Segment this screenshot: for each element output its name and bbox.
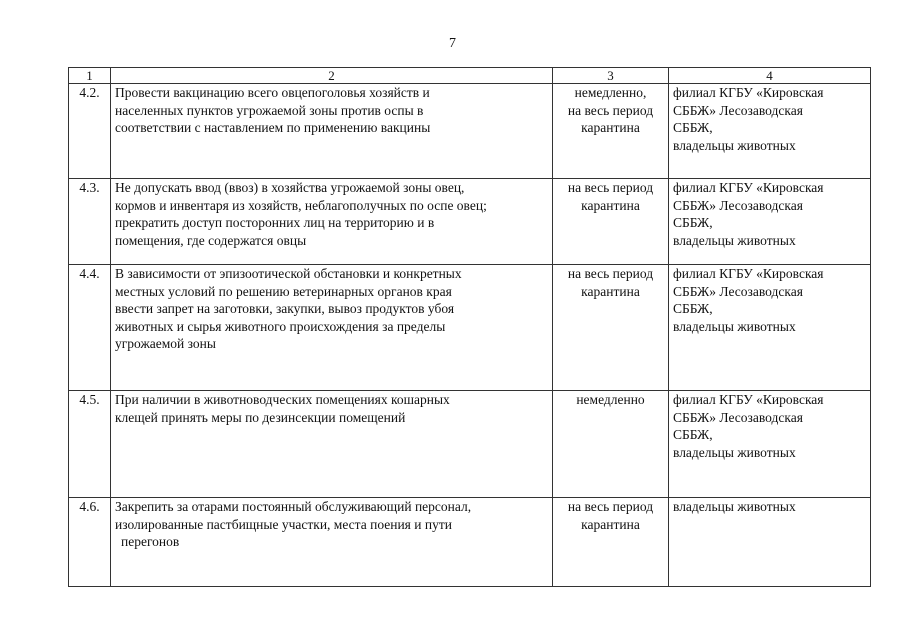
row-number: 4.5. [69, 391, 111, 498]
responsible-cell [669, 265, 871, 391]
text-line: изолированные пастбищные участки, места поения и пути [115, 516, 452, 532]
responsible-line: владельцы животных [673, 137, 796, 153]
measure-text [111, 498, 553, 587]
period-cell [553, 179, 669, 265]
column-header: 4 [669, 68, 871, 84]
period-cell [553, 265, 669, 391]
table-header-row [69, 68, 871, 84]
text-line: Не допускать ввод (ввоз) в хозяйства угрожаемой зоны овец, [115, 180, 465, 195]
responsible-line: владельцы животных [673, 318, 796, 334]
text-line: помещения, где содержатся овцы [115, 232, 307, 248]
period-cell [553, 498, 669, 587]
text-line: прекратить доступ посторонних лиц на территорию и в [115, 215, 435, 230]
text-line: животных и сырья животного происхождения за пределы [115, 318, 446, 334]
text-line: Провести вакцинацию всего овцепоголовья хозяйств и [115, 85, 430, 100]
period-line: на весь период [567, 266, 654, 281]
text-line: ввести запрет на заготовки, закупки, вывоз продуктов убоя [115, 301, 455, 316]
text-line: населенных пунктов угрожаемой зоны против оспы в [115, 102, 424, 118]
table-row [69, 265, 871, 391]
responsible-line: СББЖ, [673, 120, 713, 135]
period-line: немедленно, [574, 85, 647, 100]
responsible-line: СББЖ» Лесозаводская [673, 197, 803, 213]
table-row [69, 498, 871, 587]
responsible-line: СББЖ» Лесозаводская [673, 102, 803, 118]
row-number: 4.6. [69, 498, 111, 587]
measure-text [111, 391, 553, 498]
table-row [69, 84, 871, 179]
period-line: карантина [581, 120, 640, 135]
period-cell [553, 84, 669, 179]
responsible-line: владельцы животных [673, 444, 796, 460]
responsible-cell [669, 84, 871, 179]
column-header: 3 [553, 68, 669, 84]
text-line: соответствии с наставлением по применению вакцины [115, 120, 431, 135]
period-line: немедленно [576, 392, 645, 407]
responsible-cell [669, 179, 871, 265]
responsible-line: филиал КГБУ «Кировская [673, 180, 824, 195]
period-cell [553, 391, 669, 498]
text-line: кормов и инвентаря из хозяйств, неблагополучных по оспе овец; [115, 197, 487, 213]
text-line: угрожаемой зоны [115, 336, 216, 351]
responsible-line: владельцы животных [673, 232, 796, 248]
text-line: При наличии в животноводческих помещениях кошарных [115, 392, 450, 407]
responsible-cell [669, 391, 871, 498]
period-line: карантина [581, 283, 640, 299]
responsible-line: СББЖ, [673, 301, 713, 316]
period-line: на весь период [567, 102, 654, 118]
period-line: на весь период [567, 499, 654, 514]
period-line: карантина [581, 516, 640, 532]
period-line: на весь период [567, 180, 654, 195]
measure-text [111, 265, 553, 391]
responsible-line: филиал КГБУ «Кировская [673, 85, 824, 100]
responsible-cell [669, 498, 871, 587]
page-number: 7 [449, 36, 456, 51]
table-row [69, 179, 871, 265]
measure-text [111, 84, 553, 179]
responsible-line: СББЖ» Лесозаводская [673, 409, 803, 425]
text-line: клещей принять меры по дезинсекции помещений [115, 409, 406, 425]
text-line: В зависимости от эпизоотической обстановки и конкретных [115, 266, 462, 281]
responsible-line: филиал КГБУ «Кировская [673, 266, 824, 281]
column-header: 1 [69, 68, 111, 84]
text-line: Закрепить за отарами постоянный обслуживающий персонал, [115, 499, 472, 514]
table-row [69, 391, 871, 498]
row-number: 4.3. [69, 179, 111, 265]
row-number: 4.4. [69, 265, 111, 391]
column-header: 2 [111, 68, 553, 84]
text-line: местных условий по решению ветеринарных органов края [115, 283, 452, 299]
measures-table [68, 67, 871, 587]
responsible-line: СББЖ» Лесозаводская [673, 283, 803, 299]
text-line: перегонов [121, 534, 180, 549]
responsible-line: филиал КГБУ «Кировская [673, 392, 824, 407]
responsible-line: СББЖ, [673, 215, 713, 230]
responsible-line: СББЖ, [673, 427, 713, 442]
measure-text [111, 179, 553, 265]
row-number: 4.2. [69, 84, 111, 179]
responsible-line: владельцы животных [673, 499, 796, 514]
period-line: карантина [581, 197, 640, 213]
